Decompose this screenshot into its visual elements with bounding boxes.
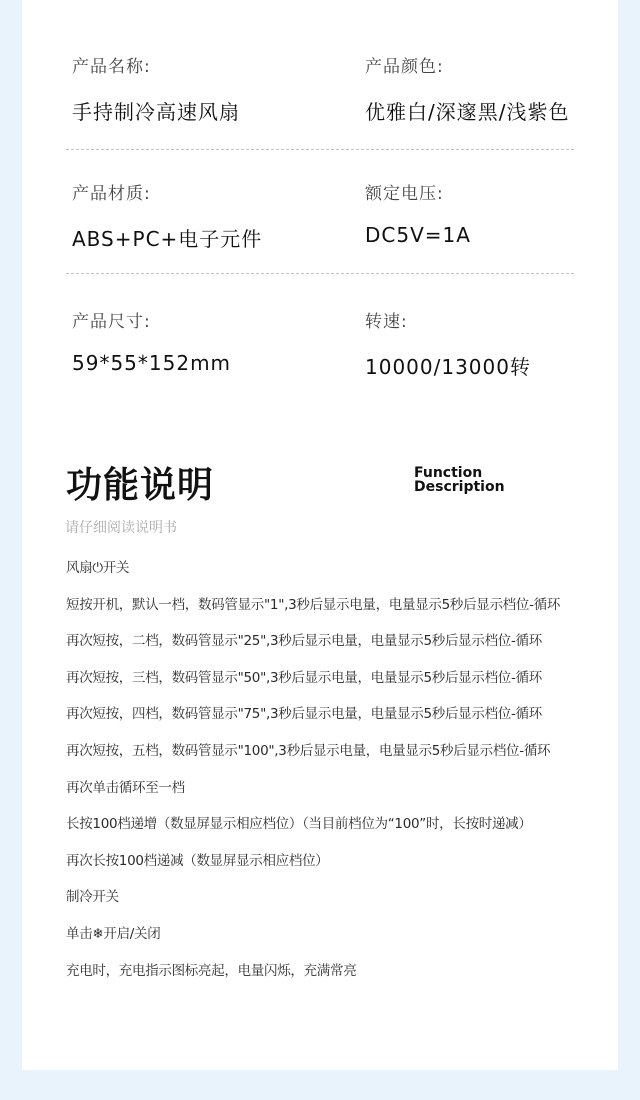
instruction-line: 再次短按，五档，数码管显示"100",3秒后显示电量，电量显示5秒后显示档位-循环 [66, 742, 551, 759]
section-title-english-line1: Function [414, 465, 483, 481]
spec-row-size-speed [22, 307, 618, 417]
section-title: 功能说明 [66, 465, 215, 506]
spec-label: 产品材质: [72, 184, 151, 204]
instruction-line: 再次短按，二档，数码管显示"25",3秒后显示电量，电量显示5秒后显示档位-循环 [66, 633, 542, 650]
spec-value: DC5V=1A [365, 223, 471, 247]
spec-label: 产品名称: [72, 57, 151, 77]
instruction-line: 再次短按，三档，数码管显示"50",3秒后显示电量，电量显示5秒后显示档位-循环 [66, 669, 542, 686]
spec-value: 10000/13000转 [365, 355, 531, 379]
instruction-line: 再次短按，四档，数码管显示"75",3秒后显示电量，电量显示5秒后显示档位-循环 [66, 706, 542, 723]
spec-label: 产品尺寸: [72, 312, 151, 332]
spec-value: ABS+PC+电子元件 [72, 227, 263, 251]
spec-label: 额定电压: [365, 184, 444, 204]
section-subtitle: 请仔细阅读说明书 [65, 520, 177, 536]
spec-divider [66, 273, 574, 274]
spec-row-name-color [22, 52, 618, 162]
spec-label: 产品颜色: [365, 57, 444, 77]
spec-value: 59*55*152mm [72, 351, 232, 375]
instruction-line: 再次单击循环至一档 [66, 779, 185, 796]
instruction-line: 长按100档递增（数显屏显示相应档位）（当目前档位为“100”时，长按时递减） [66, 816, 532, 833]
section-title-english [414, 466, 505, 494]
spec-value: 手持制冷高速风扇 [72, 100, 240, 124]
instruction-line: 风扇⏻开关 [66, 560, 130, 576]
instruction-line: 再次长按100档递减（数显屏显示相应档位） [66, 852, 329, 869]
spec-label: 转速: [365, 312, 408, 332]
instruction-line: 制冷开关 [66, 889, 119, 906]
instruction-line: 单击❄开启/关闭 [66, 925, 161, 942]
spec-value: 优雅白/深邃黑/浅紫色 [365, 100, 570, 124]
instruction-line: 充电时，充电指示图标亮起，电量闪烁，充满常亮 [66, 962, 357, 979]
instruction-line: 短按开机，默认一档，数码管显示"1",3秒后显示电量，电量显示5秒后显示档位-循环 [66, 596, 561, 613]
section-title-english-line2: Description [414, 479, 505, 495]
instruction-list [66, 558, 606, 997]
spec-card [22, 0, 618, 1070]
spec-divider [66, 149, 574, 150]
